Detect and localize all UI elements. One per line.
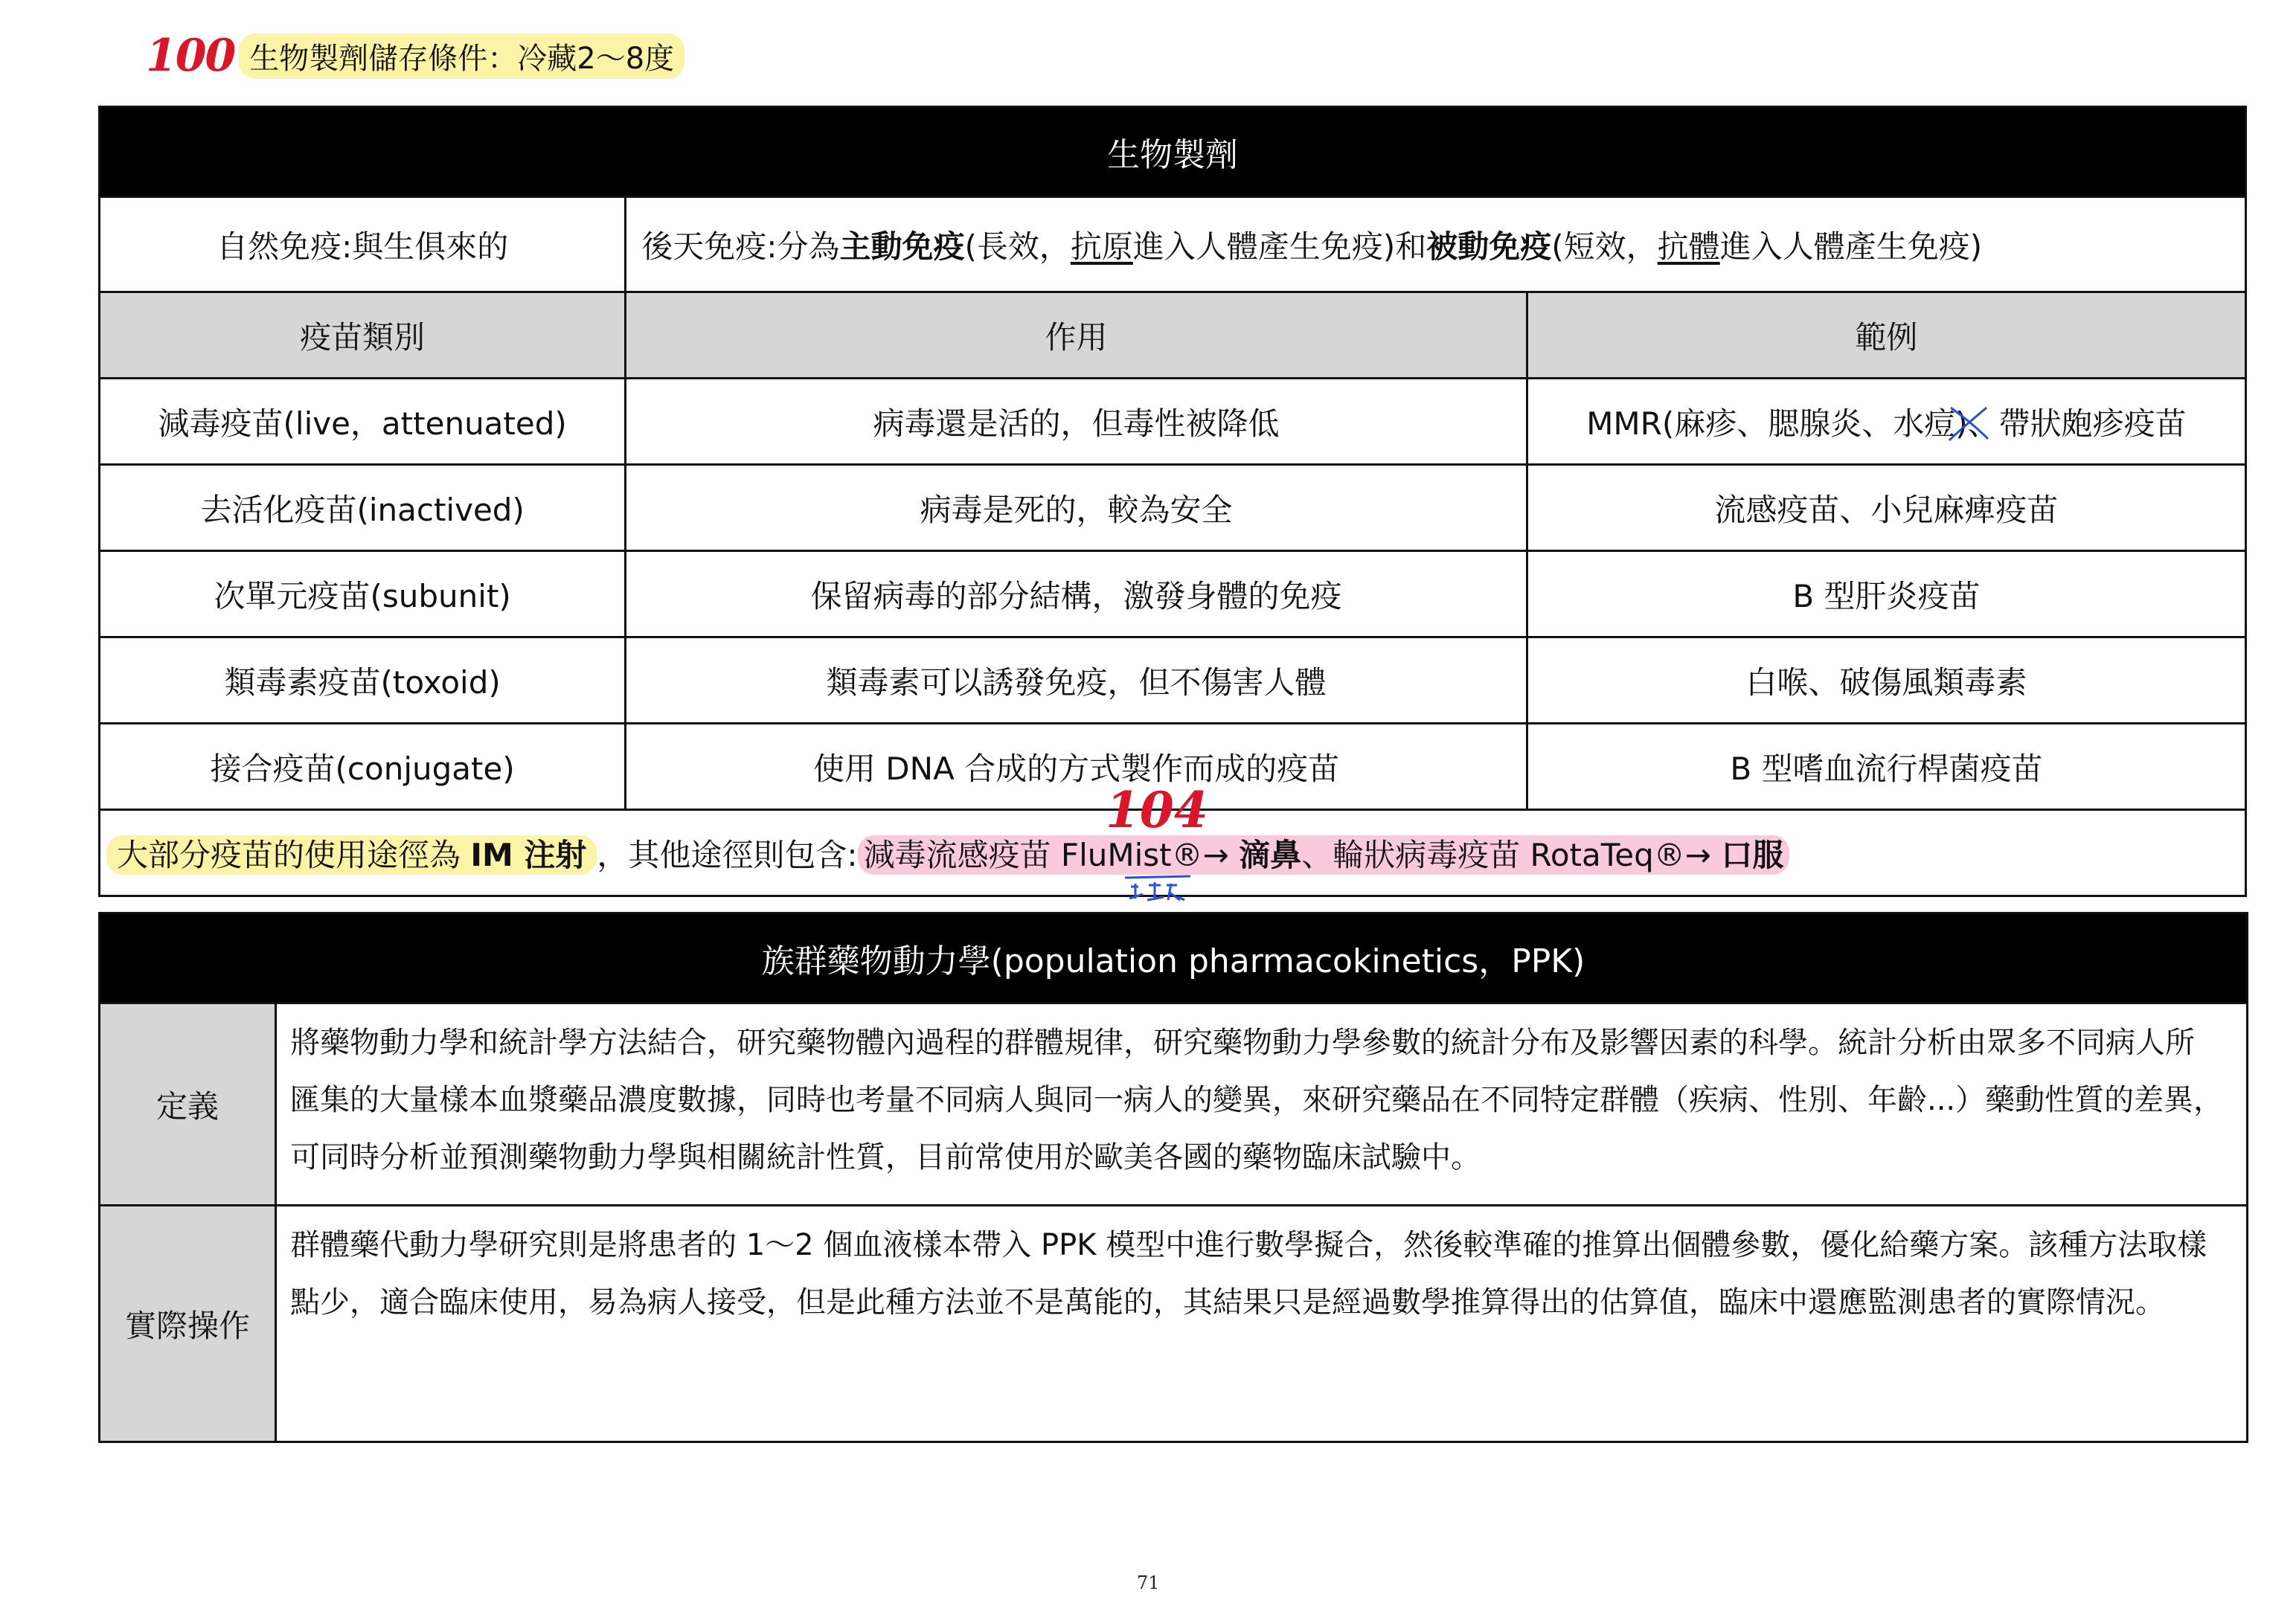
practice-label: 實際操作 (100, 1206, 276, 1442)
storage-note-text: 生物製劑儲存條件：冷藏2～8度 (239, 33, 684, 79)
vaccine-type: 類毒素疫苗(toxoid) (100, 637, 626, 724)
header-effect: 作用 (626, 292, 1527, 379)
practice-text: 群體藥代動力學研究則是將患者的 1～2 個血液樣本帶入 PPK 模型中進行數學擬合，然後較準確的推算出個體參數，優化給藥方案。該種方法取樣點少，適合臨床使用，易為病人接受，但是此種方法並不是萬能的，其結果只是經過數學推算得出的估算值，臨床中還應監測患者的實際情況。 (276, 1206, 2248, 1442)
route-other-highlight: 減毒流感疫苗 FluMist®→ 滴鼻、輪狀病毒疫苗 RotaTeq®→ 口服 (858, 835, 1790, 875)
vaccine-type: 接合疫苗(conjugate) (100, 724, 626, 810)
route-footer: 大部分疫苗的使用途徑為 IM 注射 ，其他途徑則包含: 減毒流感疫苗 FluMist®→ 滴鼻、輪狀病毒疫苗 RotaTeq®→ 口服 (100, 810, 2246, 896)
vaccine-type: 去活化疫苗(inactived) (100, 465, 626, 551)
ppk-title: 族群藥物動力學(population pharmacokinetics，PPK) (100, 913, 2248, 1003)
table-row (100, 465, 2246, 551)
vaccine-type: 減毒疫苗(live，attenuated) (100, 379, 626, 465)
handwritten-cross-mark-icon (1945, 403, 1992, 443)
vaccine-effect: 保留病毒的部分結構，激發身體的免疫 (626, 551, 1527, 637)
vaccine-example: B 型嗜血流行桿菌疫苗 (1527, 724, 2245, 810)
antibody-underlined: 抗體 (1657, 228, 1720, 265)
vaccine-effect: 使用 DNA 合成的方式製作而成的疫苗 (626, 724, 1527, 810)
header-example: 範例 (1527, 292, 2245, 379)
handwritten-question-number: 100 (146, 30, 235, 82)
handwritten-scribble-icon (1120, 870, 1195, 915)
vaccine-example: 白喉、破傷風類毒素 (1527, 637, 2245, 724)
vaccine-effect: 病毒還是活的，但毒性被降低 (626, 379, 1527, 465)
storage-note (146, 30, 684, 82)
table-row (100, 551, 2246, 637)
acquired-immunity-cell: 後天免疫:分為主動免疫(長效，抗原進入人體產生免疫)和被動免疫(短效，抗體進入人體產生免疫) (626, 197, 2246, 292)
innate-immunity-cell: 自然免疫:與生俱來的 (100, 197, 626, 292)
page-number: 71 (1137, 1572, 1160, 1593)
handwritten-exam-code: 104 (1106, 781, 1208, 839)
ppk-table (98, 912, 2248, 1443)
header-vaccine-type: 疫苗類別 (100, 292, 626, 379)
vaccine-example: B 型肝炎疫苗 (1527, 551, 2245, 637)
vaccine-effect: 類毒素可以誘發免疫，但不傷害人體 (626, 637, 1527, 724)
vaccine-example: MMR(麻疹、腮腺炎、水痘)、帶狀皰疹疫苗 (1527, 379, 2245, 465)
biologics-table (98, 106, 2247, 897)
definition-label: 定義 (100, 1003, 276, 1206)
table-row (100, 637, 2246, 724)
antigen-underlined: 抗原 (1070, 228, 1133, 265)
vaccine-effect: 病毒是死的，較為安全 (626, 465, 1527, 551)
vaccine-type: 次單元疫苗(subunit) (100, 551, 626, 637)
definition-text: 將藥物動力學和統計學方法結合，研究藥物體內過程的群體規律，研究藥物動力學參數的統計分布及影響因素的科學。統計分析由眾多不同病人所匯集的大量樣本血漿藥品濃度數據，同時也考量不同病人與同一病人的變異，來研究藥品在不同特定群體（疾病、性別、年齡...）藥動性質的差異，可同時分析並預測藥物動力學與相關統計性質，目前常使用於歐美各國的藥物臨床試驗中。 (276, 1003, 2248, 1206)
biologics-title: 生物製劑 (100, 107, 2246, 197)
vaccine-example: 流感疫苗、小兒麻痺疫苗 (1527, 465, 2245, 551)
route-im-highlight: 大部分疫苗的使用途徑為 IM 注射 (106, 835, 597, 875)
table-row (100, 379, 2246, 465)
